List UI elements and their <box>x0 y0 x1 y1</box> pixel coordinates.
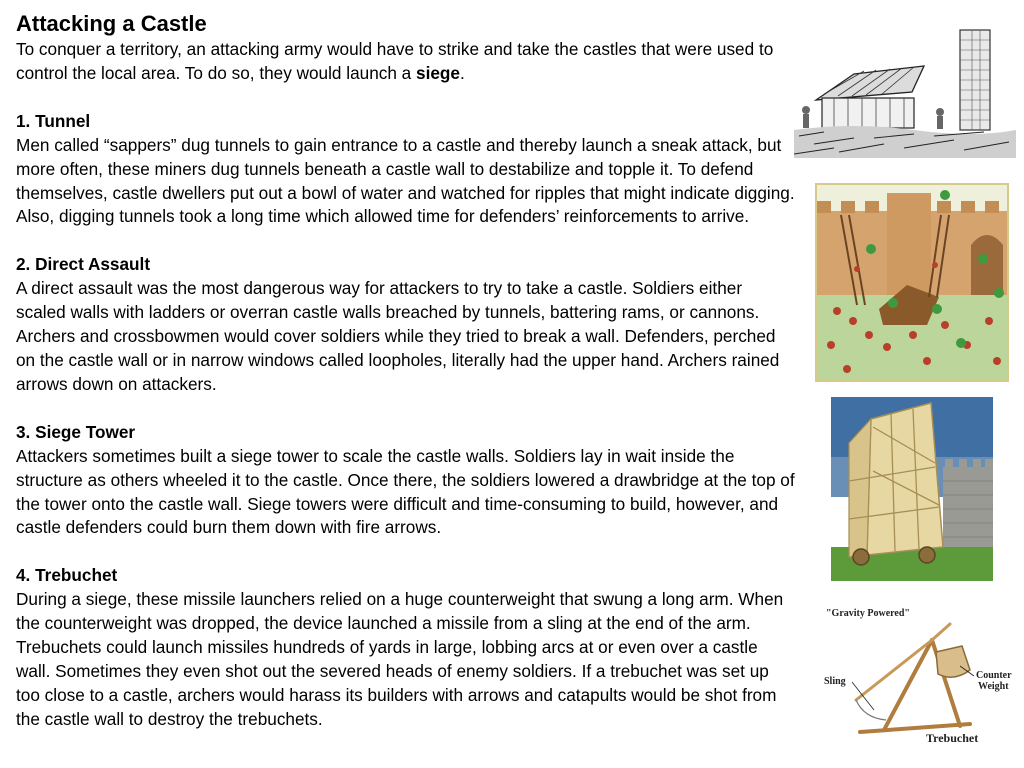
section-direct-assault <box>16 253 796 396</box>
section-heading: 3. Siege Tower <box>16 421 136 442</box>
section-siege-tower <box>16 421 796 541</box>
text-column <box>16 10 796 732</box>
page-title: Attacking a Castle <box>16 11 207 36</box>
section-body: Attackers sometimes built a siege tower to scale the castle walls. Soldiers lay in wait inside the structure as others wheeled it to the castle. Once there, the soldiers lowered a drawbridge at the top of the tower onto the castle wall. Siege towers were difficult and time-consuming to build, however, and castle defenders could burn them down with fire arrows. <box>16 445 795 538</box>
tunnel-illustration <box>794 26 1016 158</box>
section-heading: 4. Trebuchet <box>16 565 118 586</box>
intro-paragraph <box>16 38 796 86</box>
section-body: During a siege, these missile launchers relied on a huge counterweight that swung a long arm. When the counterweight was dropped, the device launched a missile from a sling at the end of the arm. Trebuchets could launch missiles hundreds of yards in large, lobbing arcs at or even over a castle wall. Sometimes they even shot out the severed heads of enemy soldiers. If a trebuchet was set up too close to a castle, archers would harass its builders with arrows and catapults would be shot from the castle wall to destroy the trebuchets. <box>16 589 784 729</box>
intro-text: To conquer a territory, an attacking army would have to strike and take the castles that were used to control the local area. To do so, they would launch a <box>16 39 774 83</box>
trebuchet-label: Trebuchet <box>926 731 979 745</box>
siege-tower-illustration <box>831 397 993 581</box>
section-tunnel <box>16 110 796 230</box>
trebuchet-diagram <box>820 600 1016 752</box>
weight-label: Weight <box>978 681 1009 692</box>
direct-assault-illustration <box>815 183 1009 382</box>
diagram-caption: "Gravity Powered" <box>826 608 910 619</box>
intro-bold-word: siege <box>416 62 460 83</box>
section-body: A direct assault was the most dangerous way for attackers to try to take a castle. Soldiers either scaled walls with ladders or overran castle walls breached by tunnels, battering rams, or cannons. Archers and crossbowmen would cover soldiers while they tried to break a wall. Defenders, perched on the castle wall or in narrow windows called loopholes, literally had the upper hand. Archers rained arrows down on attackers. <box>16 278 780 394</box>
section-trebuchet <box>16 564 796 731</box>
counter-label: Counter <box>976 670 1012 681</box>
sling-label: Sling <box>824 676 846 687</box>
section-heading: 2. Direct Assault <box>16 254 151 275</box>
section-heading: 1. Tunnel <box>16 110 91 131</box>
section-body: Men called “sappers” dug tunnels to gain entrance to a castle and thereby launch a sneak attack, but more often, these miners dug tunnels beneath a castle wall to destabilize and topple it. To defend themselves, castle dwellers put out a bowl of water and watched for ripples that might indicate digging. Also, digging tunnels took a long time which allowed time for defenders’ reinforcements to arrive. <box>16 134 795 227</box>
intro-end: . <box>459 62 465 83</box>
